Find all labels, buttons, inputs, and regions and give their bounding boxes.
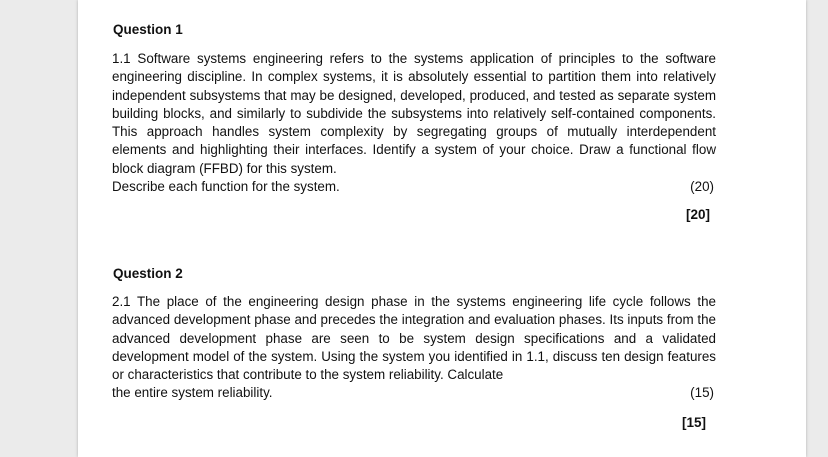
question-1-body: 1.1 Software systems engineering refers to the systems application of principles to the software engineering discipline. In complex systems, it is absolutely essential to partition them into relatively independent subsystems that may be designed, developed, produced, and tested as separate system building blocks, and similarly to subdivide the subsystems into relatively self-contained components. This approach handles system complexity by segregating groups of mutually interdependent elements and highlighting their interfaces. Identify a system of your choice. Draw a functional flow block diagram (FFBD) for this system. [112, 51, 716, 176]
question-2-total-mark: [15] [682, 415, 707, 430]
question-1-total-mark: [20] [686, 207, 711, 222]
question-2-last-line [112, 384, 716, 402]
question-1-last-line [112, 178, 716, 196]
question-2-last-line-text: the entire system reliability. [112, 385, 273, 401]
question-1-mark: (20) [690, 179, 714, 195]
question-1-last-line-text: Describe each function for the system. [112, 179, 340, 195]
question-2-body: 2.1 The place of the engineering design phase in the systems engineering life cycle follows the advanced development phase and precedes the integration and evaluation phases. Its inputs from the advanced development phase are seen to be system design specifications and a validated development model of the system. Using the system you identified in 1.1, discuss ten design features or characteristics that contribute to the system reliability. Calculate [112, 294, 716, 383]
question-1-text [112, 50, 716, 196]
question-1-heading: Question 1 [113, 22, 183, 37]
question-2-heading: Question 2 [113, 266, 183, 281]
question-2-mark: (15) [690, 385, 714, 401]
question-2-text [112, 293, 716, 403]
document-page [78, 0, 806, 457]
